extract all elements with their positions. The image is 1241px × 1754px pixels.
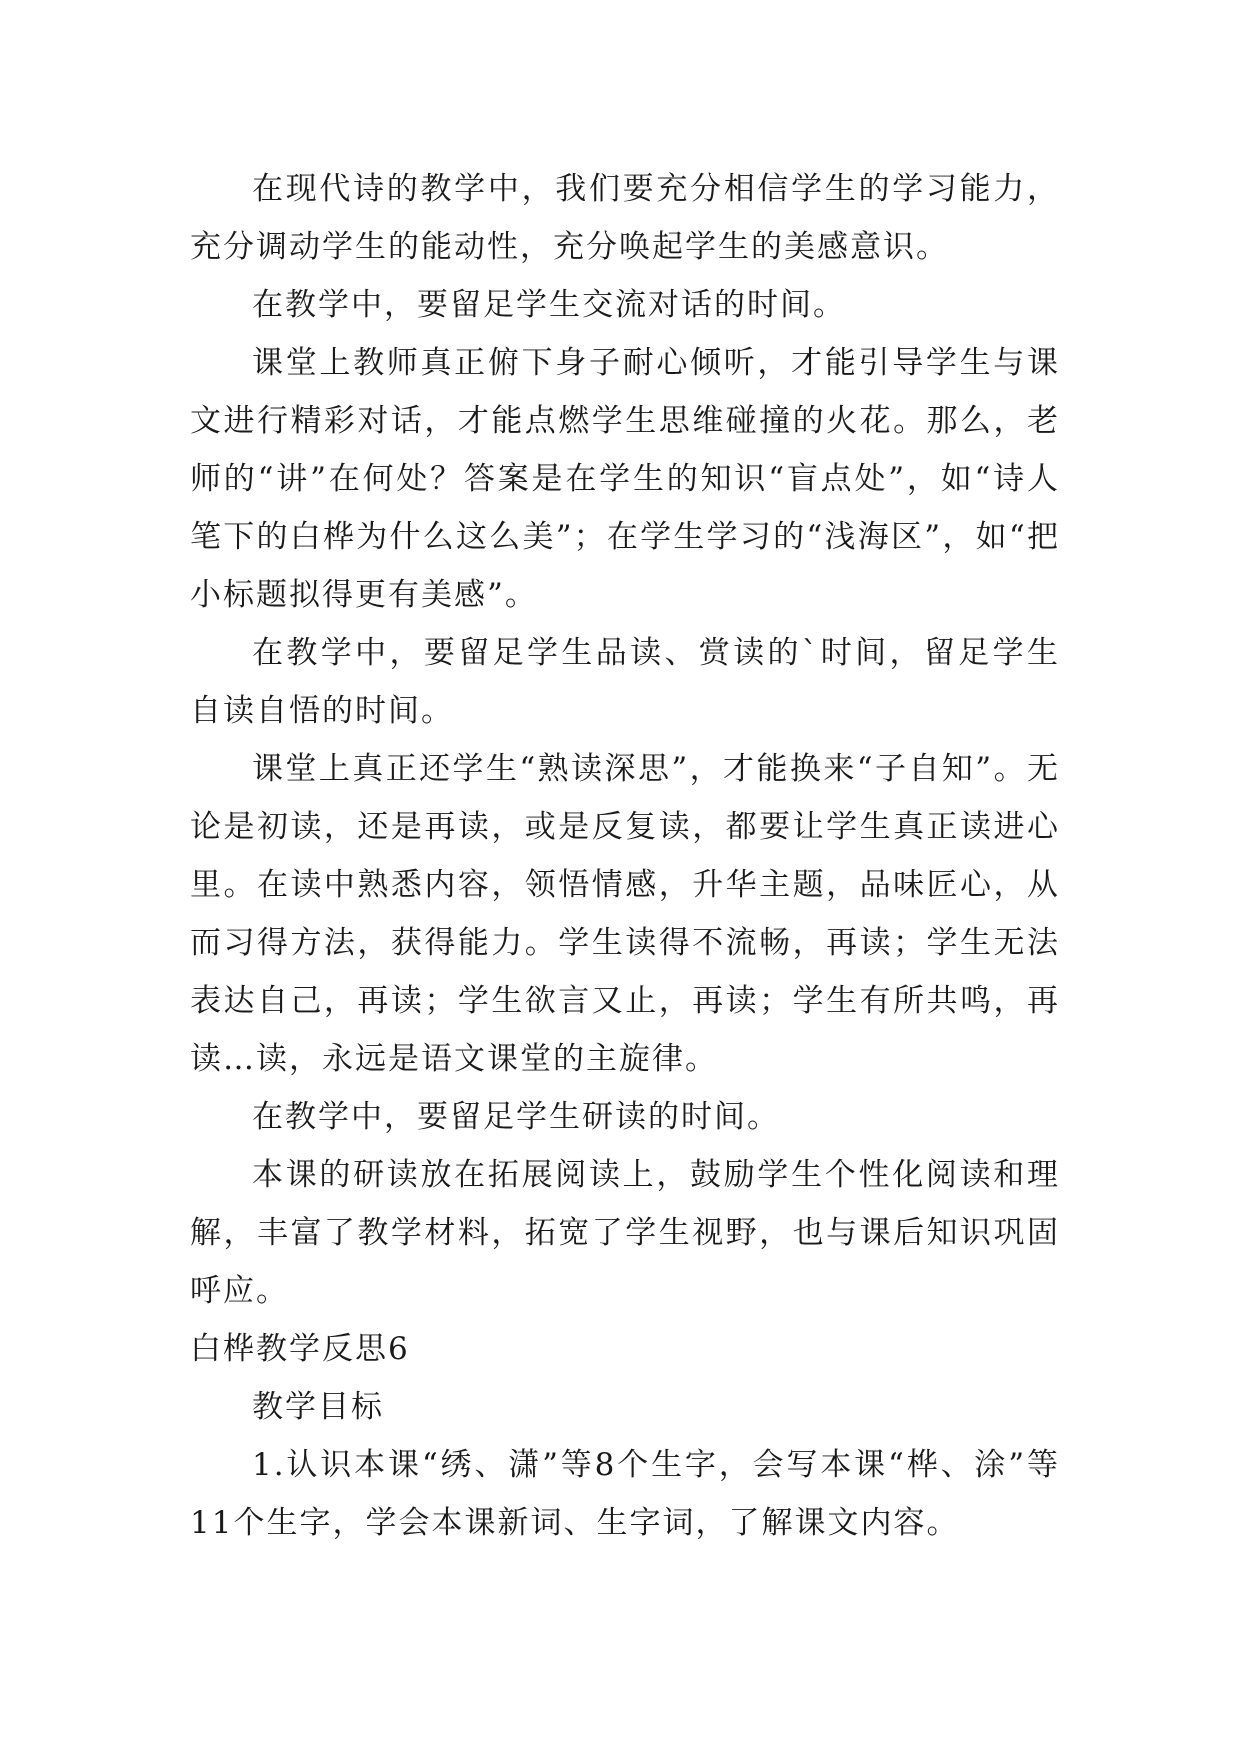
paragraph-extended-reading: 本课的研读放在拓展阅读上，鼓励学生个性化阅读和理解，丰富了教学材料，拓宽了学生视野，也与课后知识巩固呼应。 (190, 1157, 1060, 1309)
objective-item-1: 1.认识本课“绣、潇”等8个生字，会写本课“桦、涂”等11个生字，学会本课新词、生字词，了解课文内容。 (190, 1447, 1060, 1541)
paragraph-reading-time: 在教学中，要留足学生品读、赏读的`时间，留足学生自读自悟的时间。 (190, 635, 1060, 729)
section-title: 白桦教学反思6 (190, 1331, 410, 1367)
paragraph-study-time: 在教学中，要留足学生研读的时间。 (252, 1099, 780, 1135)
paragraph-deep-reading: 课堂上真正还学生“熟读深思”，才能换来“子自知”。无论是初读，还是再读，或是反复读，都要让学生真正读进心里。在读中熟悉内容，领悟情感，升华主题，品味匠心，从而习得方法，获得能力。学生读得不流畅，再读；学生无法表达自己，再读；学生欲言又止，再读；学生有所共鸣，再读…读，永远是语文课堂的主旋律。 (190, 751, 1060, 1077)
document-body (190, 160, 1060, 1552)
subheading-objectives: 教学目标 (252, 1389, 384, 1425)
paragraph-intro: 在现代诗的教学中，我们要充分相信学生的学习能力，充分调动学生的能动性，充分唤起学生的美感意识。 (190, 171, 1060, 265)
paragraph-teacher-listening: 课堂上教师真正俯下身子耐心倾听，才能引导学生与课文进行精彩对话，才能点燃学生思维碰撞的火花。那么，老师的“讲”在何处？答案是在学生的知识“盲点处”，如“诗人笔下的白桦为什么这么美”；在学生学习的“浅海区”，如“把小标题拟得更有美感”。 (190, 345, 1060, 613)
paragraph-dialogue-time: 在教学中，要留足学生交流对话的时间。 (252, 287, 846, 323)
